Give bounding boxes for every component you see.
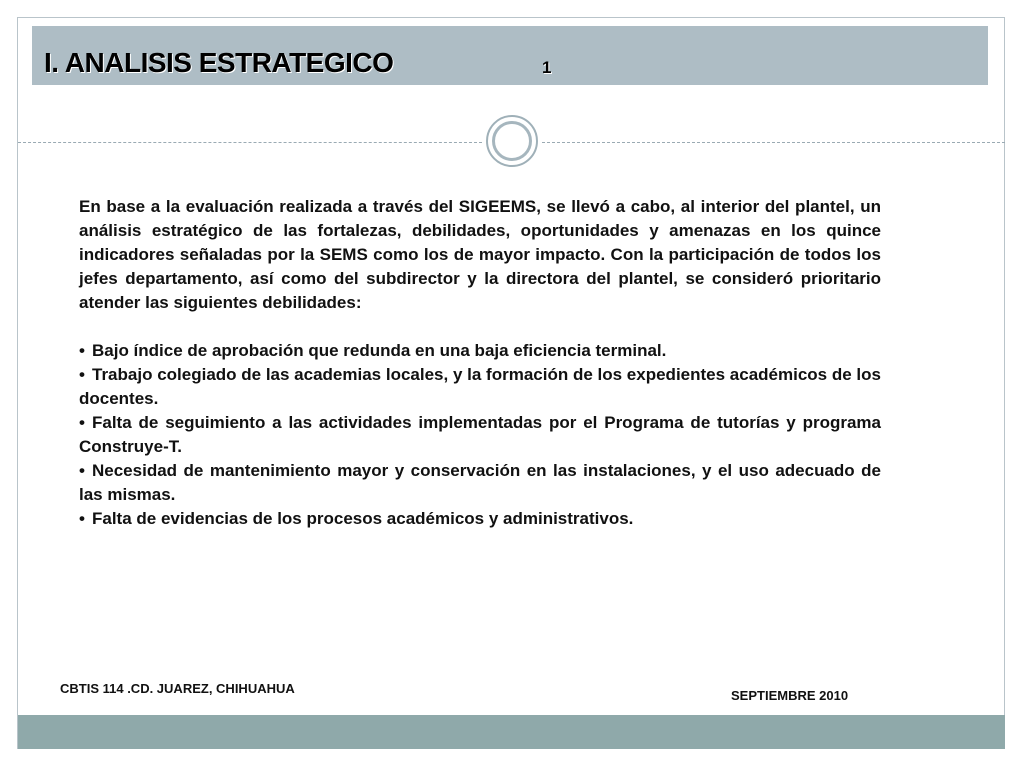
- slide-body: [79, 195, 881, 531]
- intro-paragraph: En base a la evaluación realizada a través del SIGEEMS, se llevó a cabo, al interior del plantel, un análisis estratégico de las fortalezas, debilidades, oportunidades y amenazas en los quince indicadores señaladas por la SEMS como los de mayor impacto. Con la participación de todos los jefes departamento, así como del subdirector y la directora del plantel, se consideró prioritario atender las siguientes debilidades:: [79, 197, 881, 312]
- weakness-list: [79, 339, 881, 531]
- list-item: [79, 459, 881, 507]
- divider-line-right: [542, 142, 1005, 143]
- list-item: [79, 339, 881, 363]
- list-item-text: Bajo índice de aprobación que redunda en una baja eficiencia terminal.: [92, 341, 667, 360]
- bullet-icon: •: [79, 413, 85, 432]
- list-item-text: Necesidad de mantenimiento mayor y conservación en las instalaciones, y el uso adecuado de las mismas.: [79, 461, 881, 504]
- list-item-text: Trabajo colegiado de las academias locales, y la formación de los expedientes académicos de los docentes.: [79, 365, 881, 408]
- bullet-icon: •: [79, 461, 85, 480]
- divider-circle-ornament: [486, 115, 538, 167]
- bottom-bar: [18, 715, 1005, 749]
- slide-title: I. ANALISIS ESTRATEGICO: [44, 47, 394, 78]
- bullet-icon: •: [79, 365, 85, 384]
- slide-number: 1: [542, 58, 552, 77]
- list-item-text: Falta de seguimiento a las actividades implementadas por el Programa de tutorías y programa Construye-T.: [79, 413, 881, 456]
- list-item: [79, 363, 881, 411]
- bullet-icon: •: [79, 341, 85, 360]
- list-item: [79, 507, 881, 531]
- list-item-text: Falta de evidencias de los procesos académicos y administrativos.: [92, 509, 634, 528]
- footer-institution: CBTIS 114 .CD. JUAREZ, CHIHUAHUA: [60, 681, 295, 696]
- footer-date: SEPTIEMBRE 2010: [731, 688, 849, 703]
- divider-line-left: [18, 142, 482, 143]
- list-item: [79, 411, 881, 459]
- bullet-icon: •: [79, 509, 85, 528]
